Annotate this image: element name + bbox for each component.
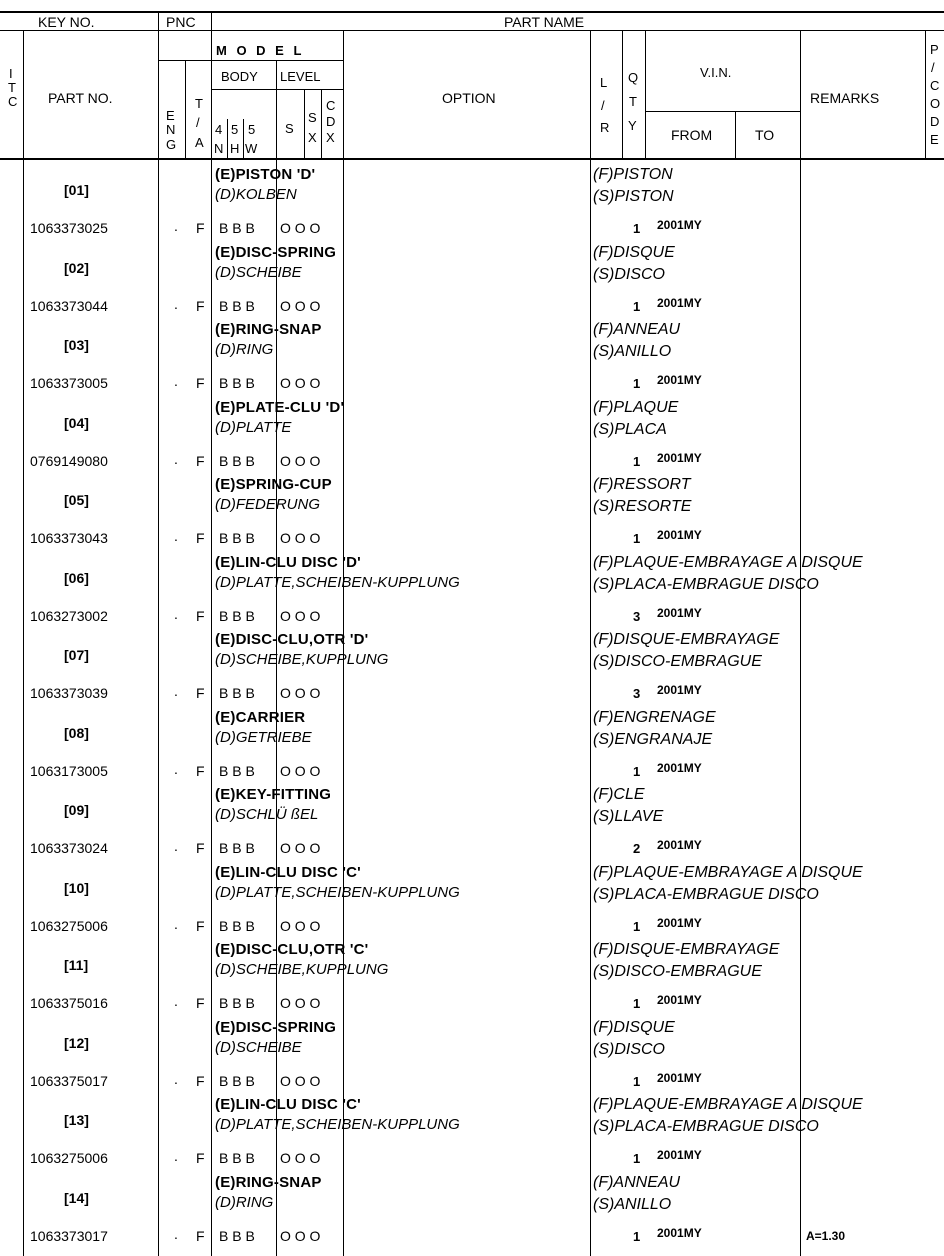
body-marks: B B B — [219, 375, 255, 391]
vin-from: 2001MY — [657, 218, 702, 232]
level-sx-heading-2: X — [308, 130, 317, 145]
col-line-to — [735, 111, 736, 160]
french-name: (F)PLAQUE-EMBRAYAGE A DISQUE — [593, 1096, 863, 1113]
col-line-partno — [158, 12, 159, 1256]
french-name: (F)DISQUE-EMBRAYAGE — [593, 941, 780, 958]
german-name: (D)PLATTE,SCHEIBEN-KUPPLUNG — [215, 883, 460, 901]
quantity: 1 — [633, 1228, 641, 1244]
remarks-heading: REMARKS — [810, 90, 880, 106]
vin-from: 2001MY — [657, 450, 702, 465]
french-name: (F)ANNEAU — [593, 321, 681, 338]
col-line-eng — [185, 60, 186, 160]
german-name: (D)SCHEIBE,KUPPLUNG — [215, 651, 389, 668]
eng-mark: . — [174, 1148, 178, 1164]
level-marks: O O O — [280, 995, 321, 1011]
french-name: (F)ENGRENAGE — [593, 708, 716, 726]
spanish-name: (S)PISTON — [593, 188, 674, 205]
lr-heading-2: / — [601, 98, 605, 113]
key-number: [10] — [64, 879, 89, 896]
part-number: 0769149080 — [30, 452, 108, 469]
level-marks: O O O — [280, 840, 321, 856]
col-line-vin-from — [645, 30, 646, 160]
ta-heading-3: A — [195, 135, 204, 150]
level-s-heading: S — [285, 121, 294, 136]
col-line-body-5h — [243, 119, 244, 160]
pcode-heading-4: O — [930, 96, 941, 111]
quantity: 2 — [633, 841, 641, 856]
level-marks: O O O — [280, 530, 321, 546]
part-number: 1063275006 — [30, 1150, 108, 1166]
body-col-h: H — [230, 141, 240, 156]
ta-code: F — [196, 607, 205, 624]
body-heading: BODY — [221, 69, 258, 84]
part-number: 1063375017 — [30, 1072, 108, 1089]
body-marks: B B B — [219, 1072, 255, 1089]
body-level-rule — [211, 89, 343, 90]
part-name-heading: PART NAME — [504, 14, 585, 30]
body-marks: B B B — [219, 1227, 255, 1244]
eng-mark: . — [174, 373, 178, 389]
pcode-heading-5: D — [930, 114, 940, 129]
part-number: 1063373005 — [30, 375, 108, 391]
quantity: 3 — [633, 608, 641, 624]
level-heading: LEVEL — [280, 69, 321, 84]
key-no-heading: KEY NO. — [38, 14, 95, 30]
english-name: (E)LIN-CLU DISC 'C' — [215, 1096, 361, 1113]
eng-mark: . — [174, 993, 178, 1009]
col-line-remarks — [800, 30, 801, 1256]
eng-mark: . — [174, 915, 178, 932]
col-line-ta — [211, 12, 212, 1256]
vin-from: 2001MY — [657, 1070, 702, 1085]
key-number: [08] — [64, 724, 89, 741]
level-marks: O O O — [280, 1227, 321, 1244]
level-sx-heading-1: S — [308, 110, 317, 125]
quantity: 1 — [633, 221, 641, 236]
english-name: (E)PISTON 'D' — [215, 166, 316, 183]
german-name: (D)SCHLÜ ßEL — [215, 806, 319, 823]
body-col-w: W — [245, 141, 258, 156]
french-name: (F)RESSORT — [593, 476, 691, 493]
quantity: 3 — [633, 686, 641, 701]
french-name: (F)PLAQUE-EMBRAYAGE A DISQUE — [593, 553, 863, 571]
body-marks: B B B — [219, 1150, 255, 1166]
french-name: (F)DISQUE-EMBRAYAGE — [593, 631, 780, 648]
col-line-lr — [590, 30, 591, 1256]
german-name: (D)PLATTE,SCHEIBEN-KUPPLUNG — [215, 573, 460, 591]
eng-mark: . — [174, 450, 178, 467]
itc-heading-3: C — [8, 94, 18, 109]
vin-heading: V.I.N. — [700, 65, 732, 80]
body-col-5b: 5 — [248, 122, 256, 137]
vin-from: 2001MY — [657, 528, 702, 542]
german-name: (D)SCHEIBE,KUPPLUNG — [215, 961, 389, 978]
key-number: [12] — [64, 1034, 89, 1051]
part-number: 1063275006 — [30, 917, 108, 934]
body-marks: B B B — [219, 995, 255, 1011]
ta-heading-1: T — [195, 96, 203, 111]
level-cdx-heading-1: C — [326, 98, 336, 113]
body-marks: B B B — [219, 220, 255, 236]
part-number: 1063373025 — [30, 220, 108, 236]
body-marks: B B B — [219, 840, 255, 856]
part-number: 1063173005 — [30, 762, 108, 779]
eng-mark: . — [174, 683, 178, 699]
pcode-heading-6: E — [930, 132, 939, 147]
ta-code: F — [196, 220, 205, 236]
level-marks: O O O — [280, 762, 321, 779]
eng-mark: . — [174, 528, 178, 544]
eng-mark: . — [174, 605, 178, 622]
spanish-name: (S)DISCO-EMBRAGUE — [593, 653, 762, 670]
french-name: (F)PLAQUE-EMBRAYAGE A DISQUE — [593, 863, 863, 881]
key-number: [03] — [64, 337, 89, 353]
english-name: (E)LIN-CLU DISC 'C' — [215, 863, 361, 881]
vin-from-heading: FROM — [671, 127, 713, 143]
quantity: 1 — [633, 453, 641, 469]
body-marks: B B B — [219, 917, 255, 934]
body-marks: B B B — [219, 762, 255, 779]
level-marks: O O O — [280, 1072, 321, 1089]
col-line-option — [343, 30, 344, 160]
key-number: [14] — [64, 1189, 89, 1206]
level-marks: O O O — [280, 220, 321, 236]
spanish-name: (S)PLACA-EMBRAGUE DISCO — [593, 575, 819, 593]
quantity: 1 — [633, 531, 641, 546]
key-number: [02] — [64, 259, 89, 276]
german-name: (D)KOLBEN — [215, 186, 297, 203]
pcode-heading-2: / — [931, 60, 935, 75]
part-number: 1063373024 — [30, 840, 108, 856]
eng-heading-2: N — [166, 122, 176, 137]
key-number: [07] — [64, 647, 89, 663]
key-number: [13] — [64, 1112, 89, 1128]
german-name: (D)SCHEIBE — [215, 1038, 302, 1056]
qty-heading-2: T — [629, 94, 637, 109]
eng-heading-3: G — [166, 137, 177, 152]
english-name: (E)KEY-FITTING — [215, 786, 332, 803]
vin-from: 2001MY — [657, 1148, 702, 1162]
french-name: (F)PISTON — [593, 166, 673, 183]
ta-code: F — [196, 840, 205, 856]
english-name: (E)DISC-SPRING — [215, 243, 337, 261]
level-marks: O O O — [280, 452, 321, 469]
level-cdx-heading-2: D — [326, 114, 336, 129]
english-name: (E)RING-SNAP — [215, 1173, 322, 1191]
english-name: (E)DISC-SPRING — [215, 1018, 337, 1036]
header-bottom-rule — [0, 158, 944, 160]
ta-code: F — [196, 530, 205, 546]
german-name: (D)RING — [215, 341, 274, 358]
option-heading: OPTION — [442, 90, 496, 106]
col-line-qty — [622, 30, 623, 160]
col-line-option-body — [343, 160, 344, 1256]
quantity: 1 — [633, 1073, 641, 1089]
ta-code: F — [196, 762, 205, 779]
pcode-heading-3: C — [930, 78, 940, 93]
lr-heading-1: L — [600, 75, 608, 90]
spanish-name: (S)ENGRANAJE — [593, 730, 713, 748]
ta-code: F — [196, 1072, 205, 1089]
lr-heading-3: R — [600, 120, 610, 135]
spanish-name: (S)DISCO-EMBRAGUE — [593, 963, 762, 980]
spanish-name: (S)PLACA-EMBRAGUE DISCO — [593, 885, 819, 903]
german-name: (D)FEDERUNG — [215, 496, 320, 513]
pcode-heading-1: P — [930, 42, 939, 57]
body-col-n: N — [214, 141, 224, 156]
body-marks: B B B — [219, 685, 255, 701]
col-line-body-4n — [227, 119, 228, 160]
french-name: (F)CLE — [593, 786, 645, 803]
level-marks: O O O — [280, 607, 321, 624]
vin-from: 2001MY — [657, 605, 702, 620]
key-number: [11] — [64, 957, 89, 973]
vin-from: 2001MY — [657, 1225, 702, 1240]
vin-to-heading: TO — [755, 127, 775, 143]
vin-from: 2001MY — [657, 838, 702, 852]
english-name: (E)DISC-CLU,OTR 'D' — [215, 631, 369, 648]
quantity: 1 — [633, 918, 641, 934]
part-number: 1063373043 — [30, 530, 108, 546]
german-name: (D)PLATTE,SCHEIBEN-KUPPLUNG — [215, 1116, 460, 1133]
part-number: 1063373044 — [30, 297, 108, 314]
quantity: 1 — [633, 298, 641, 314]
col-line-level — [276, 60, 277, 160]
part-number: 1063373017 — [30, 1227, 108, 1244]
body-marks: B B B — [219, 607, 255, 624]
vin-from: 2001MY — [657, 295, 702, 310]
ta-code: F — [196, 1150, 205, 1166]
ta-code: F — [196, 917, 205, 934]
itc-heading-2: T — [8, 80, 16, 95]
qty-heading-3: Y — [628, 118, 637, 133]
ta-heading-2: / — [196, 115, 200, 130]
german-name: (D)PLATTE — [215, 418, 292, 436]
model-heading: M O D E L — [216, 43, 305, 58]
eng-mark: . — [174, 838, 178, 854]
vin-from: 2001MY — [657, 683, 702, 697]
quantity: 1 — [633, 376, 641, 391]
spanish-name: (S)RESORTE — [593, 498, 692, 515]
key-number: [09] — [64, 802, 89, 818]
vin-from: 2001MY — [657, 760, 702, 775]
body-marks: B B B — [219, 530, 255, 546]
body-col-4: 4 — [215, 122, 223, 137]
ta-code: F — [196, 685, 205, 701]
eng-mark: . — [174, 218, 178, 234]
part-no-heading: PART NO. — [48, 90, 113, 106]
vin-from: 2001MY — [657, 373, 702, 387]
spanish-name: (S)PLACA — [593, 420, 667, 438]
key-number: [06] — [64, 569, 89, 586]
itc-heading-1: I — [9, 66, 13, 81]
level-cdx-heading-3: X — [326, 130, 335, 145]
quantity: 1 — [633, 763, 641, 779]
french-name: (F)DISQUE — [593, 243, 675, 261]
ta-code: F — [196, 375, 205, 391]
pnc-heading: PNC — [166, 14, 196, 30]
french-name: (F)PLAQUE — [593, 398, 679, 416]
spanish-name: (S)PLACA-EMBRAGUE DISCO — [593, 1118, 819, 1135]
spanish-name: (S)DISCO — [593, 1040, 665, 1058]
col-line-pcode — [925, 30, 926, 160]
eng-mark: . — [174, 295, 178, 312]
part-number: 1063375016 — [30, 995, 108, 1011]
col-line-itc — [23, 30, 24, 1256]
level-marks: O O O — [280, 375, 321, 391]
french-name: (F)ANNEAU — [593, 1173, 681, 1191]
body-marks: B B B — [219, 297, 255, 314]
english-name: (E)PLATE-CLU 'D' — [215, 398, 345, 416]
vin-from: 2001MY — [657, 915, 702, 930]
col-line-sx — [304, 89, 305, 160]
header-top-rule — [0, 11, 944, 13]
key-number: [04] — [64, 414, 89, 431]
ta-code: F — [196, 452, 205, 469]
english-name: (E)CARRIER — [215, 708, 306, 726]
german-name: (D)SCHEIBE — [215, 263, 302, 281]
body-marks: B B B — [219, 452, 255, 469]
level-marks: O O O — [280, 297, 321, 314]
spanish-name: (S)ANILLO — [593, 1195, 672, 1213]
ta-code: F — [196, 297, 205, 314]
header-title-rule — [0, 30, 944, 31]
vin-from: 2001MY — [657, 993, 702, 1007]
spanish-name: (S)ANILLO — [593, 343, 672, 360]
english-name: (E)LIN-CLU DISC 'D' — [215, 553, 361, 571]
key-number: [05] — [64, 492, 89, 508]
part-number: 1063273002 — [30, 607, 108, 624]
ta-code: F — [196, 1227, 205, 1244]
remarks: A=1.30 — [806, 1228, 846, 1243]
ta-code: F — [196, 995, 205, 1011]
spanish-name: (S)LLAVE — [593, 808, 664, 825]
english-name: (E)DISC-CLU,OTR 'C' — [215, 941, 369, 958]
eng-mark: . — [174, 1070, 178, 1087]
quantity: 1 — [633, 996, 641, 1011]
vin-rule — [645, 111, 800, 112]
spanish-name: (S)DISCO — [593, 265, 665, 283]
english-name: (E)SPRING-CUP — [215, 476, 332, 493]
key-number: [01] — [64, 182, 89, 198]
col-line-cdx — [321, 89, 322, 160]
level-marks: O O O — [280, 1150, 321, 1166]
qty-heading-1: Q — [628, 70, 639, 85]
body-col-5a: 5 — [231, 122, 239, 137]
german-name: (D)GETRIEBE — [215, 728, 312, 746]
eng-heading-1: E — [166, 108, 175, 123]
french-name: (F)DISQUE — [593, 1018, 675, 1036]
eng-mark: . — [174, 760, 178, 777]
german-name: (D)RING — [215, 1193, 274, 1211]
level-marks: O O O — [280, 685, 321, 701]
level-marks: O O O — [280, 917, 321, 934]
part-number: 1063373039 — [30, 685, 108, 701]
quantity: 1 — [633, 1151, 641, 1166]
english-name: (E)RING-SNAP — [215, 321, 322, 338]
eng-mark: . — [174, 1225, 178, 1242]
